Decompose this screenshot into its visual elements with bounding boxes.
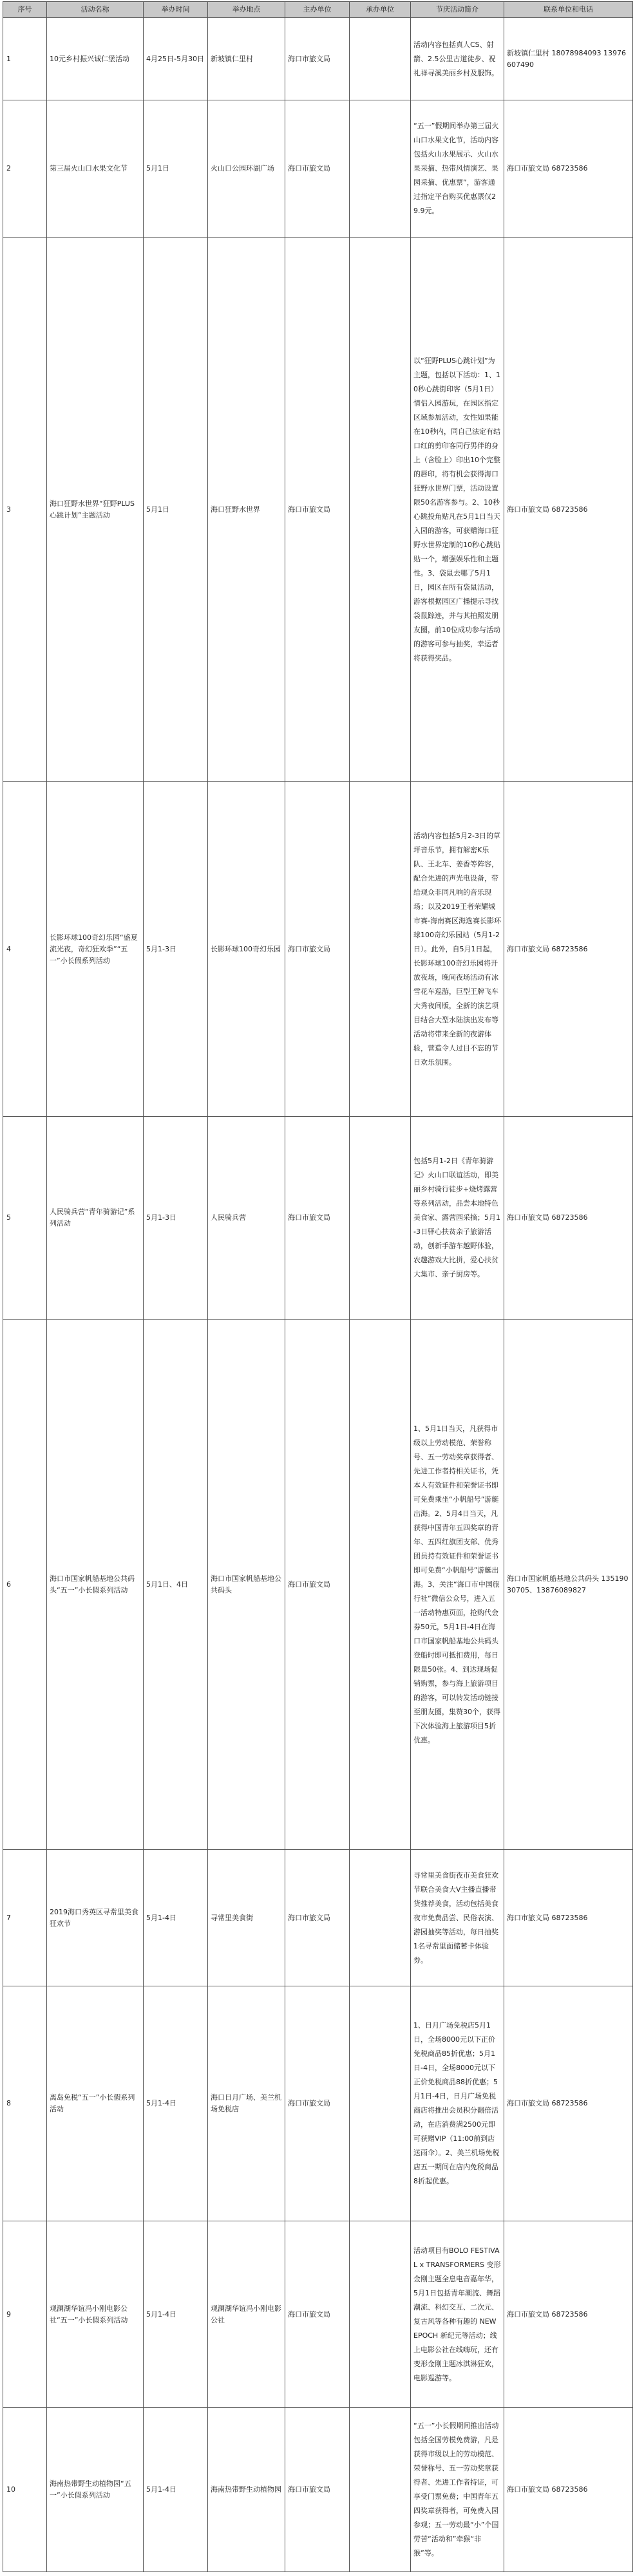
header-organizer: 主办单位 xyxy=(285,2,350,18)
cell-description: “五一”小长假期间推出活动包括全国劳模免费游，凡是获得市级以上的劳动模范、荣誉称号、五一劳动奖章获得者、先进工作者持证，可享受门票免费；中国青年五四奖章获得者，可免费入园参观；五一劳动最“小”个国劳苦“活动和”牵猴“非猴”等。 xyxy=(411,2408,504,2572)
cell-co-organizer xyxy=(350,18,411,100)
cell-co-organizer xyxy=(350,782,411,1117)
cell-name: 海口市国家帆船基地公共码头“五一”小长假系列活动 xyxy=(47,1320,144,1850)
cell-description: 寻常里美食街夜市美食狂欢节联合美食大V主播直播带货推荐美食，活动包括美食夜市免费品尝、民俗表演、游园抽奖等活动，每日抽奖1名寻常里面储蓄卡体验券。 xyxy=(411,1850,504,1986)
cell-time: 5月1日 xyxy=(144,238,208,782)
cell-organizer: 海口市旅文局 xyxy=(285,1850,350,1986)
cell-name: 人民骑兵营“青年骑游记”系列活动 xyxy=(47,1117,144,1320)
cell-venue: 观澜湖华谊冯小刚电影公社 xyxy=(208,2221,285,2408)
header-time: 举办时间 xyxy=(144,2,208,18)
cell-venue: 人民骑兵营 xyxy=(208,1117,285,1320)
cell-name: 长影环球100奇幻乐园“盛夏流光夜，奇幻狂欢季”“五一”小长假系列活动 xyxy=(47,782,144,1117)
table-row xyxy=(3,2221,633,2408)
cell-venue: 海口市国家帆船基地公共码头 xyxy=(208,1320,285,1850)
cell-num: 4 xyxy=(3,782,47,1117)
cell-organizer: 海口市旅文局 xyxy=(285,100,350,238)
cell-organizer: 海口市旅文局 xyxy=(285,1320,350,1850)
cell-name: 海口狂野水世界“狂野PLUS心跳计划”主题活动 xyxy=(47,238,144,782)
table-row xyxy=(3,100,633,238)
cell-venue: 海口日月广场、美兰机场免税店 xyxy=(208,1986,285,2221)
cell-contact: 海口市旅文局 68723586 xyxy=(504,2221,633,2408)
cell-organizer: 海口市旅文局 xyxy=(285,238,350,782)
cell-description: 1、日月广场免税店5月1日，全场8000元以下正价免税商品85折优惠；5月1日-4日，全场8000元以下正价免税商品88折优惠；5月1日-4日，日月广场免税商店将推出会员积分翻倍活动，在店消费满2500元即可获赠VIP（11:00前到店送雨伞）。2、美兰机场免税店五一期间在店内免税商品8折起优惠。 xyxy=(411,1986,504,2221)
table-row xyxy=(3,18,633,100)
cell-venue: 海南热带野生动植物园 xyxy=(208,2408,285,2572)
cell-time: 5月1-4日 xyxy=(144,1986,208,2221)
cell-time: 5月1日 xyxy=(144,100,208,238)
header-name: 活动名称 xyxy=(47,2,144,18)
cell-num: 3 xyxy=(3,238,47,782)
cell-time: 5月1-3日 xyxy=(144,1117,208,1320)
cell-co-organizer xyxy=(350,1320,411,1850)
table-row xyxy=(3,1320,633,1850)
cell-time: 5月1日、4日 xyxy=(144,1320,208,1850)
cell-contact: 海口市旅文局 68723586 xyxy=(504,2408,633,2572)
table-row xyxy=(3,238,633,782)
cell-time: 5月1-4日 xyxy=(144,2408,208,2572)
cell-time: 5月1-3日 xyxy=(144,782,208,1117)
table-row xyxy=(3,1117,633,1320)
cell-description: 活动内容包括真人CS、射箭、2.5公里古道徒步、祝礼祥寻溪美丽乡村及服饰。 xyxy=(411,18,504,100)
cell-name: 第三届火山口水果文化节 xyxy=(47,100,144,238)
cell-contact: 海口市旅文局 68723586 xyxy=(504,782,633,1117)
cell-organizer: 海口市旅文局 xyxy=(285,18,350,100)
cell-num: 2 xyxy=(3,100,47,238)
cell-co-organizer xyxy=(350,1850,411,1986)
cell-organizer: 海口市旅文局 xyxy=(285,2408,350,2572)
cell-name: 10元乡村振兴诚仁堡活动 xyxy=(47,18,144,100)
cell-organizer: 海口市旅文局 xyxy=(285,2221,350,2408)
header-venue: 举办地点 xyxy=(208,2,285,18)
events-table xyxy=(3,1,633,2572)
cell-organizer: 海口市旅文局 xyxy=(285,1986,350,2221)
header-contact: 联系单位和电话 xyxy=(504,2,633,18)
cell-contact: 海口市旅文局 68723586 xyxy=(504,1986,633,2221)
cell-contact: 海口市旅文局 68723586 xyxy=(504,100,633,238)
cell-num: 6 xyxy=(3,1320,47,1850)
cell-time: 5月1-4日 xyxy=(144,2221,208,2408)
cell-co-organizer xyxy=(350,2408,411,2572)
cell-co-organizer xyxy=(350,238,411,782)
cell-contact: 海口市旅文局 68723586 xyxy=(504,238,633,782)
cell-time: 5月1-4日 xyxy=(144,1850,208,1986)
cell-venue: 长影环球100奇幻乐园 xyxy=(208,782,285,1117)
cell-num: 7 xyxy=(3,1850,47,1986)
cell-num: 1 xyxy=(3,18,47,100)
cell-description: 活动项目有BOLO FESTIVAL x TRANSFORMERS 变形金刚主题全息电音嘉年华，5月1日包括青年潮流、舞蹈潮流、科幻交互、二次元、复古风等各种有趣的 NEW EPOCH 新纪元等活动；线上电影公社在线嗨玩，还有变形金刚主题冰淇淋狂欢，电影巡游等。 xyxy=(411,2221,504,2408)
cell-co-organizer xyxy=(350,100,411,238)
table-row xyxy=(3,782,633,1117)
cell-co-organizer xyxy=(350,1117,411,1320)
header-description: 节庆活动简介 xyxy=(411,2,504,18)
cell-contact: 新坡镇仁里村 18078984093 13976607490 xyxy=(504,18,633,100)
cell-name: 2019海口秀英区寻常里美食狂欢节 xyxy=(47,1850,144,1986)
table-row xyxy=(3,1850,633,1986)
cell-description: 1、5月1日当天，凡获得市级以上劳动模范、荣誉称号、五一劳动奖章获得者、先进工作者持相关证书，凭本人有效证件和荣誉证书即可免费乘坐“小帆船号”游艇出海。2、5月4日当天，凡获得中国青年五四奖章的青年、五四红旗团支部、优秀团员持有效证件和荣誉证书即可免费“小帆船号”游艇出海。3、关注“海口市中国旅行社”微信公众号，进入五一活动特惠页面，抢购代金券50元，5月1日-4日在海口市国家帆船基地公共码头登船时即可抵扣费用，每日限量50张。4、到达现场促销购票，参与海上旅游项目的游客，可以转发活动链接至朋友圈，集赞30个，获得下次体验海上旅游项目5折优惠。 xyxy=(411,1320,504,1850)
cell-co-organizer xyxy=(350,1986,411,2221)
cell-time: 4月25日-5月30日 xyxy=(144,18,208,100)
cell-contact: 海口市旅文局 68723586 xyxy=(504,1117,633,1320)
cell-num: 5 xyxy=(3,1117,47,1320)
cell-venue: 寻常里美食街 xyxy=(208,1850,285,1986)
cell-co-organizer xyxy=(350,2221,411,2408)
cell-contact: 海口市旅文局 68723586 xyxy=(504,1850,633,1986)
table-row xyxy=(3,1986,633,2221)
header-co-organizer: 承办单位 xyxy=(350,2,411,18)
table-row xyxy=(3,2408,633,2572)
cell-contact: 海口市国家帆船基地公共码头 13519030705、13876089827 xyxy=(504,1320,633,1850)
cell-name: 观澜湖华谊冯小刚电影公社“五一”小长假系列活动 xyxy=(47,2221,144,2408)
cell-venue: 海口狂野水世界 xyxy=(208,238,285,782)
cell-venue: 新坡镇仁里村 xyxy=(208,18,285,100)
cell-description: 包括5月1-2日《青年骑游记》火山口联谊活动，即美丽乡村骑行徒步+烧烤露营等系列活动，品尝本地特色美食家、露营园采摘；5月1-3日驿心扶贫亲子旅游活动，创新手游车越野体验，农趣游戏大比拼，爱心扶贫大集市、亲子厨房等。 xyxy=(411,1117,504,1320)
cell-num: 10 xyxy=(3,2408,47,2572)
cell-num: 9 xyxy=(3,2221,47,2408)
cell-name: 海南热带野生动植物园“五一”小长假系列活动 xyxy=(47,2408,144,2572)
header-num: 序号 xyxy=(3,2,47,18)
cell-description: 以“狂野PLUS心跳计划”为主题，包括以下活动：1、10秒心跳街印客（5月1日）情侣入园游玩，在园区指定区域参加活动，女性如果能在10秒内，同自己法定有结口红的剪印客同行男伴的身上（含脸上）印出10个完整的唇印，将有机会获得海口狂野水世界门票，活动设置限50名游客参与。2、10秒心跳投角贴凡在5月1日当天入园的游客，可获赠海口狂野水世界定制的10秒心跳贴贴一个，增强娱乐性和主题性。3、袋鼠去哪了5月1日，园区在所有袋鼠活动，游客根据园区广播提示寻找袋鼠踪迹，并与其拍照发朋友圈，前10位成功参与活动的游客可参与抽奖，幸运者将获得奖品。 xyxy=(411,238,504,782)
cell-description: “五一”假期间举办第三届火山口水果文化节，活动内容包括火山水果展示、火山水果采摘、热带风情演艺、果园采摘、优惠票”，游客通过指定平台购买优惠票仅29.9元。 xyxy=(411,100,504,238)
cell-description: 活动内容包括5月2-3日的草坪音乐节，拥有解密K乐队、王北车、姜香等阵容，配合先进的声光电设备，带给观众非同凡响的音乐现场；以及2019王者荣耀城市赛-海南赛区海选赛长影环球100奇幻乐园站（5月1-2日）。此外，自5月1日起，长影环球100奇幻乐园将开放夜场，晚间夜场活动有冰雪花车巡游，巨型王牌飞车大秀夜间版，全新的演艺项目结合大型水陆演出发布等活动将带来全新的夜游体验，营造令人过目不忘的节日欢乐氛围。 xyxy=(411,782,504,1117)
cell-venue: 火山口公园环湖广场 xyxy=(208,100,285,238)
table-header-row xyxy=(3,2,633,18)
cell-organizer: 海口市旅文局 xyxy=(285,1117,350,1320)
cell-organizer: 海口市旅文局 xyxy=(285,782,350,1117)
cell-num: 8 xyxy=(3,1986,47,2221)
cell-name: 离岛免税“五一”小长假系列活动 xyxy=(47,1986,144,2221)
